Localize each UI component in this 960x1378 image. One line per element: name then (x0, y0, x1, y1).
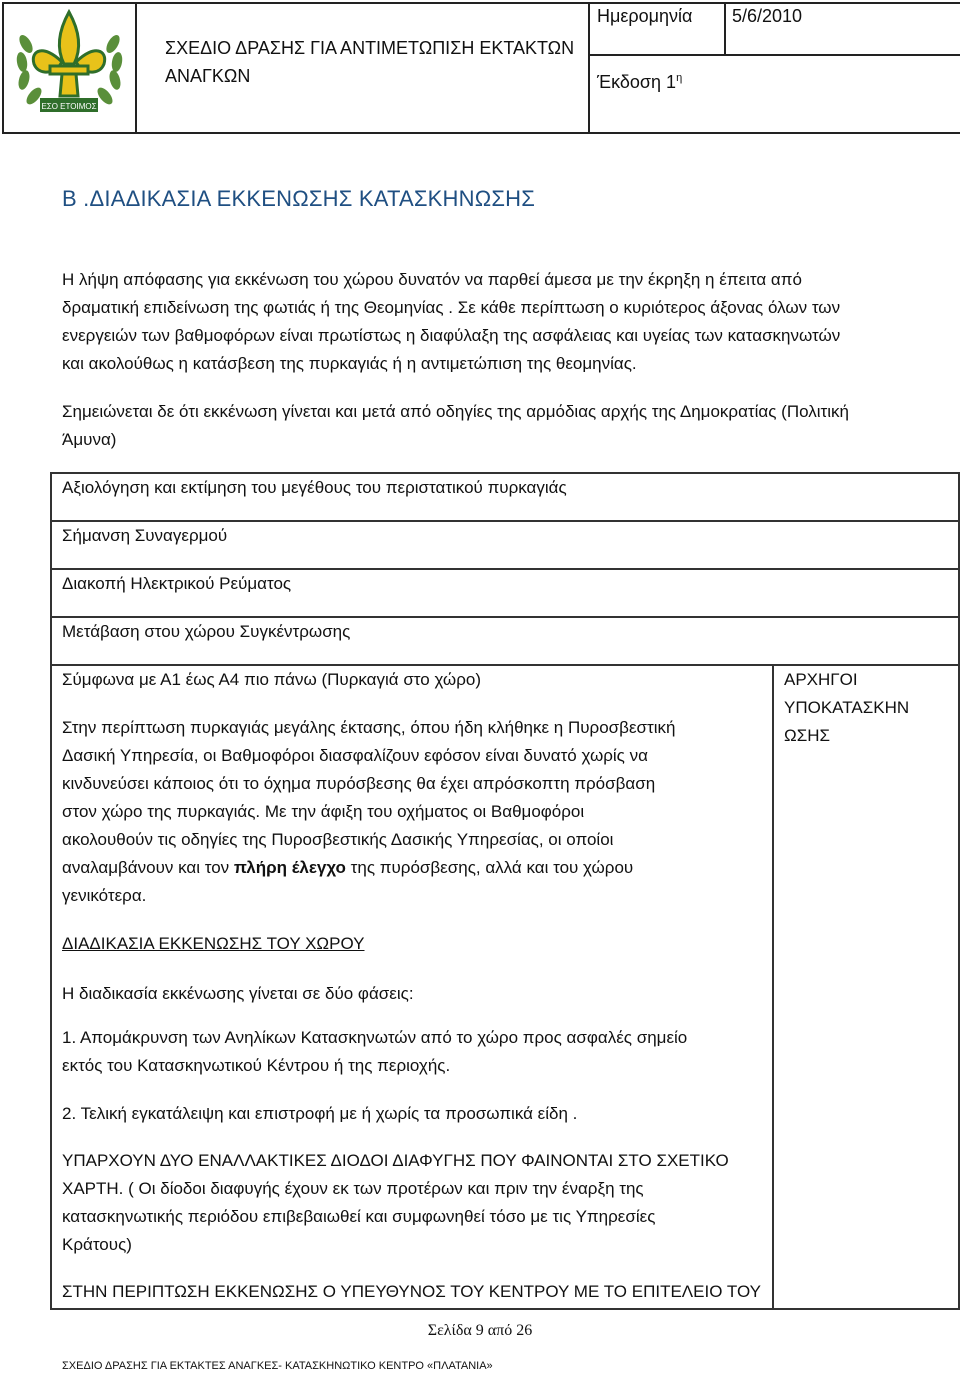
edition-superscript: η (676, 72, 683, 84)
date-label: Ημερομηνία (597, 6, 693, 26)
control-pre: αναλαμβάνουν και τον (62, 858, 234, 877)
header-horizontal-divider (590, 54, 960, 56)
note-line: Σημειώνεται δε ότι εκκένωση γίνεται και μετά από οδηγίες της αρμόδιας αρχής της Δημοκρατίας (Πολιτική (62, 402, 849, 421)
exit-routes-paragraph (62, 1147, 729, 1259)
footer-document-name: ΣΧΕΔΙΟ ΔΡΑΣΗΣ ΓΙΑ ΕΚΤΑΚΤΕΣ ΑΝΑΓΚΕΣ- ΚΑΤΑΣΚΗΝΩΤΙΚΟ ΚΕΝΤΡΟ «ΠΛΑΤΑΝΙΑ» (62, 1360, 493, 1372)
section-title: Β .ΔΙΑΔΙΚΑΣΙΑ ΕΚΚΕΝΩΣΗΣ ΚΑΤΑΣΚΗΝΩΣΗΣ (62, 186, 536, 211)
intro-line: και ακολούθως η κατάσβεση της πυρκαγιάς ή η αντιμετώπιση της θεομηνίας. (62, 354, 637, 373)
exit-line: ΥΠΑΡΧΟΥΝ ΔΥΟ ΕΝΑΛΛΑΚΤΙΚΕΣ ΔΙΟΔΟΙ ΔΙΑΦΥΓΗΣ ΠΟΥ ΦΑΙΝΟΝΤΑΙ ΣΤΟ ΣΧΕΤΙΚΟ (62, 1151, 729, 1170)
svg-text:ΕΣΟ ΕΤΟΙΜΟΣ: ΕΣΟ ΕΤΟΙΜΟΣ (41, 102, 97, 111)
intro-line: δραματική επιδείνωση της φωτιάς ή της Θεομηνίας . Σε κάθε περίπτωση ο κυριότερος άξονας όλων των (62, 298, 841, 317)
large-fire-line: Δασική Υπηρεσία, οι Βαθμοφόροι διασφαλίζουν εφόσον είναι δυνατό χωρίς να (62, 746, 648, 765)
full-control-bold: πλήρη έλεγχο (233, 858, 346, 877)
large-fire-line-control (62, 854, 767, 882)
exit-line: κατασκηνωτικής περιόδου επιβεβαιωθεί και συμφωνηθεί τόσο με τις Υπηρεσίες (62, 1207, 656, 1226)
intro-line: Η λήψη απόφασης για εκκένωση του χώρου δυνατόν να παρθεί άμεσα με την έκρηξη η έπειτα από (62, 270, 802, 289)
large-fire-line: ακολουθούν τις οδηγίες της Πυροσβεστικής Δασικής Υπηρεσίας, οι οποίοι (62, 830, 614, 849)
responsible-line: ΥΠΟΚΑΤΑΣΚΗΝ (784, 698, 910, 717)
large-fire-line: γενικότερα. (62, 886, 147, 905)
page-number: Σελίδα 9 από 26 (427, 1322, 533, 1339)
phase-two: 2. Τελική εγκατάλειψη και επιστροφή με ή χωρίς τα προσωπικά είδη . (62, 1104, 578, 1123)
table-row-assessment: Αξιολόγηση και εκτίμηση του μεγέθους του περιστατικού πυρκαγιάς (62, 478, 567, 497)
phase-one-line: 1. Απομάκρυνση των Ανηλίκων Κατασκηνωτών από το χώρο προς ασφαλές σημείο (62, 1028, 688, 1047)
edition-text: Έκδοση 1 (597, 72, 677, 92)
table-row-alarm: Σήμανση Συναγερμού (62, 526, 228, 545)
note-paragraph (62, 398, 952, 454)
large-fire-line: κινδυνεύσει κάποιος ότι το όχημα πυρόσβεσης θα έχει απρόσκοπτη πρόσβαση (62, 774, 656, 793)
intro-line: ενεργειών των βαθμοφόρων είναι πρωτίστως η διαφύλαξη της ασφάλειας και υγείας των κατασκηνωτών (62, 326, 841, 345)
table-row-power-cut: Διακοπή Ηλεκτρικού Ρεύματος (62, 574, 292, 593)
large-fire-line: στον χώρο της πυρκαγιάς. Με την άφιξη του οχήματος οι Βαθμοφόροι (62, 802, 585, 821)
table-row-fire-reference: Σύμφωνα με Α1 έως Α4 πιο πάνω (Πυρκαγιά στο χώρο) (62, 670, 481, 689)
logo-cell (2, 2, 137, 134)
note-line: Άμυνα) (62, 430, 117, 449)
procedure-intro: Η διαδικασία εκκένωσης γίνεται σε δύο φάσεις: (62, 984, 414, 1003)
edition-label (597, 72, 682, 93)
control-post: της πυρόσβεσης, αλλά και του χώρου (345, 858, 634, 877)
phase-one (62, 1024, 687, 1080)
large-fire-line: Στην περίπτωση πυρκαγιάς μεγάλης έκτασης, όπου ήδη κλήθηκε η Πυροσβεστική (62, 718, 676, 737)
table-column-divider (772, 664, 774, 1310)
large-fire-paragraph (62, 714, 767, 910)
exit-line: ΧΑΡΤΗ. ( Οι δίοδοι διαφυγής έχουν εκ των προτέρων και πριν την έναρξη της (62, 1179, 644, 1198)
phase-one-line: εκτός του Κατασκηνωτικού Κέντρου ή της περιοχής. (62, 1056, 451, 1075)
table-row-assembly: Μετάβαση στου χώρου Συγκέντρωσης (62, 622, 351, 641)
responsible-line: ΩΣΗΣ (784, 726, 831, 745)
document-title: ΣΧΕΔΙΟ ΔΡΑΣΗΣ ΓΙΑ ΑΝΤΙΜΕΤΩΠΙΣΗ ΕΚΤΑΚΤΩΝ ΑΝΑΓΚΩΝ (165, 38, 575, 86)
scout-fleur-de-lis-logo (4, 4, 135, 132)
evacuation-lead-text: ΣΤΗΝ ΠΕΡΙΠΤΩΣΗ ΕΚΚΕΝΩΣΗΣ Ο ΥΠΕΥΘΥΝΟΣ ΤΟΥ ΚΕΝΤΡΟΥ ΜΕ ΤΟ ΕΠΙΤΕΛΕΙΟ ΤΟΥ (62, 1282, 761, 1301)
procedure-title: ΔΙΑΔΙΚΑΣΙΑ ΕΚΚΕΝΩΣΗΣ ΤΟΥ ΧΩΡΟΥ (62, 934, 365, 953)
intro-paragraph (62, 266, 952, 378)
responsible-line: ΑΡΧΗΓΟΙ (784, 670, 858, 689)
header-vertical-divider (724, 4, 726, 54)
date-value: 5/6/2010 (732, 6, 803, 26)
responsible-cell (784, 666, 954, 750)
exit-line: Κράτους) (62, 1235, 132, 1254)
